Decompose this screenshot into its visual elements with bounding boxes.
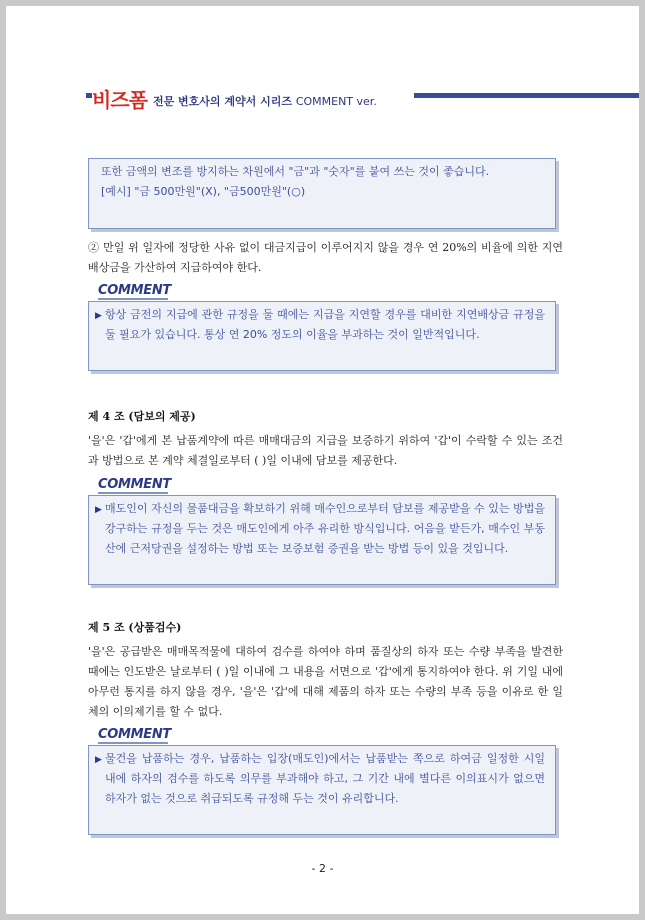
clause-2	[88, 238, 563, 278]
triangle-bullet-icon: ▶	[95, 311, 102, 321]
series-suffix: COMMENT ver.	[295, 95, 377, 108]
header-brand	[92, 84, 377, 112]
note-box	[88, 158, 556, 229]
note-line-2: [예시] "금 500만원"(X), "금500만원"(○)	[101, 185, 306, 198]
comment-box-3	[88, 745, 556, 835]
page-number: - 2 -	[311, 862, 334, 875]
comment-text-1: 항상 금전의 지급에 관한 규정을 둘 때에는 지급을 지연할 경우를 대비한 지연배상금 규정을 둘 필요가 있습니다. 통상 연 20% 정도의 이율을 부과하는 것이 일반적입니다.	[105, 308, 545, 341]
document-page	[6, 6, 639, 914]
triangle-bullet-icon: ▶	[95, 755, 102, 765]
header-rule-right	[414, 93, 639, 98]
note-line-1: 또한 금액의 변조를 방지하는 차원에서 "금"과 "숫자"를 붙여 쓰는 것이 좋습니다.	[101, 165, 490, 178]
comment-label-3: COMMENT	[98, 727, 171, 742]
bizform-logo: 비즈폼	[92, 88, 147, 112]
comment-text-3: 물건을 납품하는 경우, 납품하는 입장(매도인)에서는 납품받는 쪽으로 하여금 일정한 시일 내에 하자의 검수를 하도록 의무를 부과해야 하고, 그 기간 내에 별다른 이의표시가 없으면 하자가 없는 것으로 취급되도록 규정해 두는 것이 유리합니다.	[105, 752, 545, 805]
series-title: 전문 변호사의 계약서 시리즈	[152, 95, 292, 108]
series-header	[6, 84, 639, 112]
comment-label-2: COMMENT	[98, 477, 171, 492]
comment-box-2	[88, 495, 556, 585]
article-4-heading: 제 4 조 (담보의 제공)	[88, 410, 196, 423]
triangle-bullet-icon: ▶	[95, 505, 102, 515]
comment-label-1: COMMENT	[98, 283, 171, 298]
comment-box-1	[88, 301, 556, 371]
clause-2-text: ② 만일 위 일자에 정당한 사유 없이 대금지급이 이루어지지 않을 경우 연 20%의 비율에 의한 지연배상금을 가산하여 지급하여야 한다.	[88, 241, 563, 274]
article-5-heading: 제 5 조 (상품검수)	[88, 621, 182, 634]
article-5-body: '을'은 공급받은 매매목적물에 대하여 검수를 하여야 하며 품질상의 하자 또는 수량 부족을 발견한 때에는 인도받은 날로부터 ( )일 이내에 그 내용을 서면으로 '갑'에게 통지하여야 한다. 위 기일 내에 아무런 통지를 하지 않을 경우, '을'은 '갑'에 대해 제품의 하자 또는 수량의 부족 등을 이유로 한 일체의 이의제기를 할 수 없다.	[88, 645, 563, 718]
article-4-body: '을'은 '갑'에게 본 납품계약에 따른 매매대금의 지급을 보증하기 위하여 '갑'이 수락할 수 있는 조건과 방법으로 본 계약 체결일로부터 ( )일 이내에 담보를 제공한다.	[88, 434, 563, 467]
comment-text-2: 매도인이 자신의 물품대금을 확보하기 위해 매수인으로부터 담보를 제공받을 수 있는 방법을 강구하는 규정을 두는 것은 매도인에게 아주 유리한 방식입니다. 어음을 받든가, 매수인 부동산에 근저당권을 설정하는 방법 또는 보증보험 증권을 받는 방법 등이 있을 것입니다.	[105, 502, 545, 555]
